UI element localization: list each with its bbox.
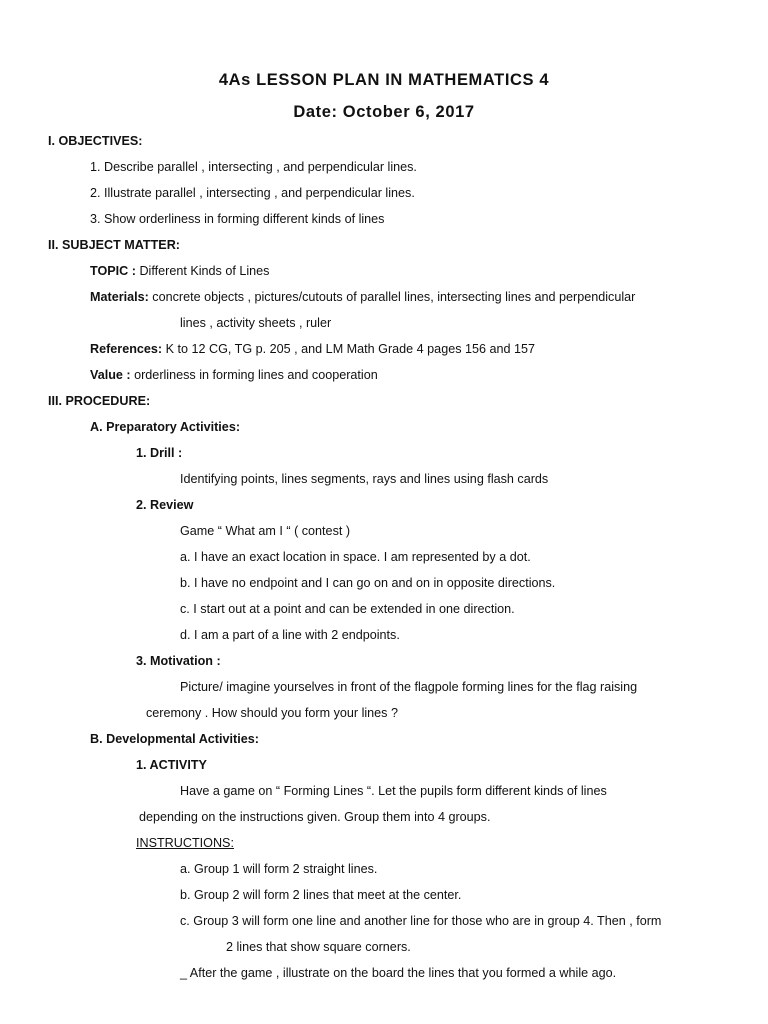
- references-label: References:: [90, 342, 163, 356]
- references-line: [90, 341, 535, 357]
- review-heading: 2. Review: [136, 498, 194, 512]
- motivation-text: Picture/ imagine yourselves in front of the flagpole forming lines for the flag raising: [180, 680, 638, 694]
- objective-item: 1. Describe parallel , intersecting , and perpendicular lines.: [90, 160, 417, 174]
- developmental-heading: B. Developmental Activities:: [90, 732, 259, 746]
- activity-text: Have a game on “ Forming Lines “. Let the pupils form different kinds of lines: [180, 784, 607, 798]
- instruction-item-continued: 2 lines that show square corners.: [226, 940, 411, 954]
- materials-value: concrete objects , pictures/cutouts of parallel lines, intersecting lines and perpendicular: [148, 290, 636, 304]
- references-value: K to 12 CG, TG p. 205 , and LM Math Grade 4 pages 156 and 157: [162, 342, 536, 356]
- motivation-heading: 3. Motivation :: [136, 654, 221, 668]
- drill-text: Identifying points, lines segments, rays and lines using flash cards: [180, 472, 549, 486]
- value-label: Value :: [90, 368, 131, 382]
- objective-item: 2. Illustrate parallel , intersecting , and perpendicular lines.: [90, 186, 415, 200]
- activity-heading: 1. ACTIVITY: [136, 758, 207, 772]
- document-title: 4As LESSON PLAN IN MATHEMATICS 4: [218, 71, 550, 89]
- review-item: c. I start out at a point and can be extended in one direction.: [180, 602, 515, 616]
- review-game: Game “ What am I “ ( contest ): [180, 524, 351, 538]
- objective-item: 3. Show orderliness in forming different kinds of lines: [90, 212, 385, 226]
- materials-continuation: lines , activity sheets , ruler: [180, 316, 332, 330]
- value-value: orderliness in forming lines and cooperation: [130, 368, 378, 382]
- instruction-item: c. Group 3 will form one line and another line for those who are in group 4. Then , form: [180, 914, 662, 928]
- instructions-heading: INSTRUCTIONS:: [136, 836, 234, 850]
- subject-matter-heading: II. SUBJECT MATTER:: [48, 238, 181, 252]
- materials-line: [90, 289, 635, 305]
- drill-heading: 1. Drill :: [136, 446, 183, 460]
- topic-line: [90, 263, 269, 279]
- topic-value: Different Kinds of Lines: [135, 264, 270, 278]
- after-game-text: _ After the game , illustrate on the board the lines that you formed a while ago.: [180, 966, 617, 980]
- preparatory-heading: A. Preparatory Activities:: [90, 420, 241, 434]
- objectives-heading: I. OBJECTIVES:: [48, 134, 143, 148]
- procedure-heading: III. PROCEDURE:: [48, 394, 151, 408]
- topic-label: TOPIC :: [90, 264, 136, 278]
- activity-text-continued: depending on the instructions given. Group them into 4 groups.: [139, 810, 491, 824]
- instruction-item: b. Group 2 will form 2 lines that meet at the center.: [180, 888, 462, 902]
- review-item: b. I have no endpoint and I can go on and on in opposite directions.: [180, 576, 556, 590]
- materials-label: Materials:: [90, 290, 149, 304]
- motivation-text-continued: ceremony . How should you form your lines ?: [146, 706, 398, 720]
- value-line: [90, 367, 378, 383]
- review-item: d. I am a part of a line with 2 endpoints.: [180, 628, 400, 642]
- document-date: Date: October 6, 2017: [293, 103, 475, 121]
- review-item: a. I have an exact location in space. I am represented by a dot.: [180, 550, 531, 564]
- instruction-item: a. Group 1 will form 2 straight lines.: [180, 862, 378, 876]
